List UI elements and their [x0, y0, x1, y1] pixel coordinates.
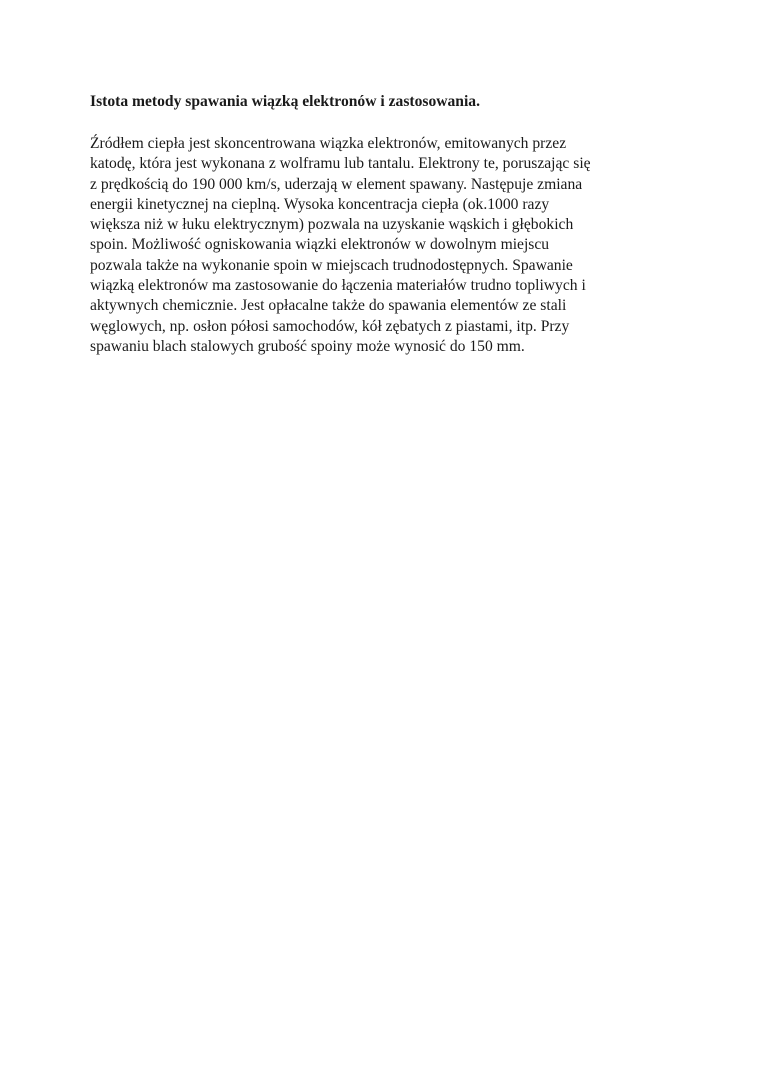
paragraph-line: węglowych, np. osłon półosi samochodów, kół zębatych z piastami, itp. Przy [90, 317, 570, 335]
paragraph-line: spoin. Możliwość ogniskowania wiązki elektronów w dowolnym miejscu [90, 236, 550, 254]
paragraph-line: z prędkością do 190 000 km/s, uderzają w element spawany. Następuje zmiana [90, 175, 583, 193]
document-paragraph [90, 134, 680, 357]
paragraph-line: aktywnych chemicznie. Jest opłacalne także do spawania elementów ze stali [90, 297, 567, 315]
paragraph-line: pozwala także na wykonanie spoin w miejscach trudnodostępnych. Spawanie [90, 256, 573, 274]
paragraph-line: spawaniu blach stalowych grubość spoiny może wynosić do 150 mm. [90, 337, 525, 355]
document-content [90, 92, 680, 357]
paragraph-line: energii kinetycznej na cieplną. Wysoka koncentracja ciepła (ok.1000 razy [90, 195, 550, 213]
paragraph-line: katodę, która jest wykonana z wolframu lub tantalu. Elektrony te, poruszając się [90, 155, 591, 173]
paragraph-line: wiązką elektronów ma zastosowanie do łączenia materiałów trudno topliwych i [90, 277, 586, 295]
paragraph-line: Źródłem ciepła jest skoncentrowana wiązka elektronów, emitowanych przez [90, 135, 567, 152]
paragraph-line: większa niż w łuku elektrycznym) pozwala na uzyskanie wąskich i głębokich [90, 216, 574, 234]
document-title: Istota metody spawania wiązką elektronów i zastosowania. [90, 93, 480, 110]
